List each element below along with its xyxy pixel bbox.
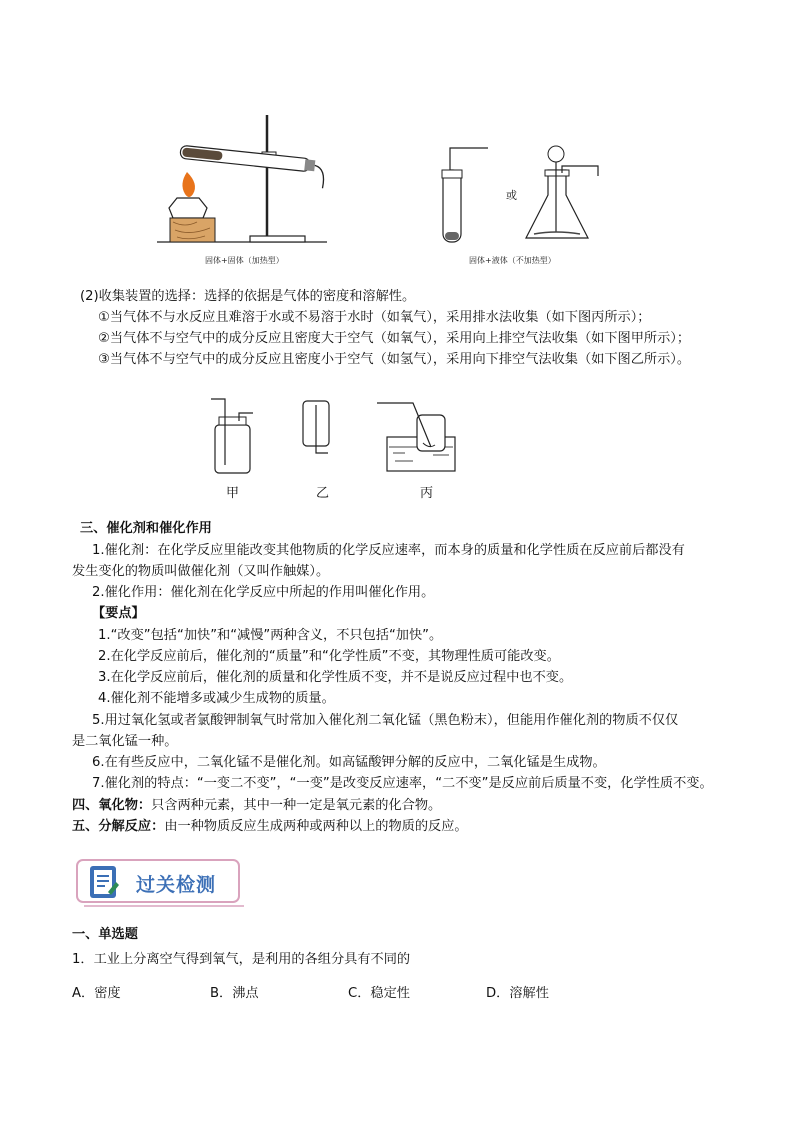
- option-a[interactable]: A．密度: [72, 986, 121, 1001]
- collection-apparatus-figures: [205, 395, 465, 480]
- decomposition-text: 由一种物质反应生成两种或两种以上的物质的反应。: [164, 819, 468, 834]
- decomposition-label: 五、分解反应：: [72, 819, 165, 834]
- catalyst-heading: 三、催化剂和催化作用: [80, 521, 212, 536]
- catalyst-def1-line2: 发生变化的物质叫做催化剂（又叫作触媒）。: [72, 564, 330, 579]
- collection-item-2: ②当气体不与空气中的成分反应且密度大于空气（如氧气），采用向上排空气法收集（如下图甲所示）；: [98, 331, 691, 346]
- apparatus-a-caption: 固体+固体（加热型）: [205, 256, 284, 265]
- key-point-4: 4.催化剂不能增多或减少生成物的质量。: [98, 691, 335, 706]
- solid-solid-heating-apparatus: [155, 110, 330, 250]
- collection-item-1: ①当气体不与水反应且难溶于水或不易溶于水时（如氧气），采用排水法收集（如下图丙所示）；: [98, 310, 651, 325]
- catalyst-def1-line1: 1.催化剂：在化学反应里能改变其他物质的化学反应速率，而本身的质量和化学性质在反应前后都没有: [92, 543, 685, 558]
- collection-item-3: ③当气体不与空气中的成分反应且密度小于空气（如氢气），采用向下排空气法收集（如下图乙所示）。: [98, 352, 691, 367]
- oxide-line: [72, 796, 441, 815]
- quiz-question-1: 1．工业上分离空气得到氧气，是利用的各组分具有不同的: [72, 952, 411, 967]
- catalyst-p7: 7.催化剂的特点：“一变二不变”，“一变”是改变反应速率，“二不变”是反应前后质量不变，化学性质不变。: [92, 776, 713, 791]
- key-point-1: 1.“改变”包括“加快”和“减慢”两种含义，不只包括“加快”。: [98, 628, 443, 643]
- notebook-icon: [86, 864, 120, 902]
- checkpoint-banner: [74, 856, 242, 908]
- option-b[interactable]: B．沸点: [210, 986, 259, 1001]
- collection-heading: (2)收集装置的选择：选择的依据是气体的密度和溶解性。: [80, 289, 416, 304]
- option-d[interactable]: D．溶解性: [486, 986, 549, 1001]
- collect-label-bing: 丙: [420, 486, 434, 501]
- catalyst-p6: 6.在有些反应中，二氧化锰不是催化剂。如高锰酸钾分解的反应中，二氧化锰是生成物。: [92, 755, 606, 770]
- solid-liquid-apparatus: [438, 140, 608, 250]
- key-point-3: 3.在化学反应前后，催化剂的质量和化学性质不变，并不是说反应过程中也不变。: [98, 670, 573, 685]
- key-points-title: 【要点】: [92, 606, 145, 621]
- apparatus-b-caption: 固体+液体（不加热型）: [469, 256, 556, 265]
- catalyst-p5-line1: 5.用过氧化氢或者氯酸钾制氧气时常加入催化剂二氧化锰（黑色粉末），但能用作催化剂的物质不仅仅: [92, 713, 679, 728]
- decomposition-line: [72, 817, 468, 836]
- collect-label-yi: 乙: [316, 486, 330, 501]
- oxide-label: 四、氧化物：: [72, 798, 152, 813]
- collect-label-jia: 甲: [226, 486, 240, 501]
- key-point-2: 2.在化学反应前后，催化剂的“质量”和“化学性质”不变，其物理性质可能改变。: [98, 649, 560, 664]
- option-c[interactable]: C．稳定性: [348, 986, 410, 1001]
- catalyst-p5-line2: 是二氧化锰一种。: [72, 734, 178, 749]
- banner-title: 过关检测: [136, 874, 217, 896]
- quiz-section-title: 一、单选题: [72, 927, 138, 942]
- or-label: 或: [506, 189, 517, 202]
- catalyst-def2: 2.催化作用：催化剂在化学反应中所起的作用叫催化作用。: [92, 585, 435, 600]
- oxide-text: 只含两种元素，其中一种一定是氧元素的化合物。: [151, 798, 442, 813]
